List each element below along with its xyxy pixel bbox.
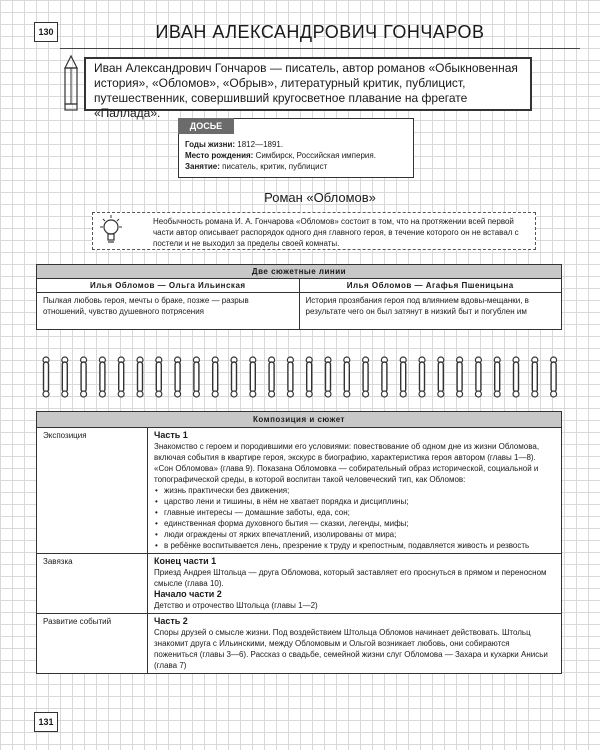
binding-ring bbox=[250, 357, 256, 397]
page-number-top: 130 bbox=[34, 22, 58, 42]
list-item: • жизнь практически без движения; bbox=[164, 485, 555, 496]
plotline-2-title: Илья Обломов — Агафья Пшеницына bbox=[299, 279, 562, 293]
row-label-development: Развитие событий bbox=[37, 614, 148, 674]
paragraph: Споры друзей о смысле жизни. Под воздействием Штольца Обломов начинает действовать. Штольц знакомит друга с Ильинскими, между Обломовым и Ольгой возникает любовь, они собираются пожениться (главы 3—6). Рассказ о свадьбе, семейной жизни слуг Обломова — Захара и кухарки Анисьи (глава 7) bbox=[154, 628, 548, 670]
composition-header: Композиция и сюжет bbox=[37, 412, 562, 428]
plotlines-header: Две сюжетные линии bbox=[37, 265, 562, 279]
binding-ring bbox=[287, 357, 293, 397]
spiral-binding bbox=[36, 354, 564, 398]
development-content bbox=[148, 614, 562, 674]
binding-ring bbox=[532, 357, 538, 397]
dossier-row: Место рождения: Симбирск, Российская империя. bbox=[185, 151, 376, 160]
binding-ring bbox=[363, 357, 369, 397]
binding-ring bbox=[81, 357, 87, 397]
plotlines-table bbox=[36, 264, 562, 330]
row-label-setup: Завязка bbox=[37, 554, 148, 614]
binding-ring bbox=[400, 357, 406, 397]
list-item: • царство лени и тишины, в нём не хватает порядка и дисциплины; bbox=[164, 496, 555, 507]
list-item: • главные интересы — домашние заботы, еда, сон; bbox=[164, 507, 555, 518]
part-heading: Часть 1 bbox=[154, 430, 188, 440]
setup-content bbox=[148, 554, 562, 614]
page-title: ИВАН АЛЕКСАНДРОВИЧ ГОНЧАРОВ bbox=[155, 22, 485, 42]
plotline-1-text: Пылкая любовь героя, мечты о браке, позже — разрыв отношений, чувство душевного потрясения bbox=[37, 293, 300, 330]
binding-ring bbox=[438, 357, 444, 397]
part-heading: Конец части 1 bbox=[154, 556, 217, 566]
binding-ring bbox=[325, 357, 331, 397]
paragraph: Приезд Андрея Штольца — друга Обломова, который заставляет его проснуться в прямом и переносном смысле (глава 10). bbox=[154, 568, 547, 588]
dossier-row: Годы жизни: 1812—1891. bbox=[185, 140, 284, 149]
plotline-1-title: Илья Обломов — Ольга Ильинская bbox=[37, 279, 300, 293]
paragraph: «Сон Обломова» (глава 9). Показана Обломовка — собирательный образ исторической, социальной и топографической среды, в которой воспитан такой человеческий тип, как Обломов: bbox=[154, 464, 539, 484]
binding-ring bbox=[513, 357, 519, 397]
binding-ring bbox=[175, 357, 181, 397]
fact-box: Необычность романа И. А. Гончарова «Обломов» состоит в том, что на протяжении всей первой части автор описывает распорядок одного дня главного героя, в течение которого он не вставал с постели и не выходил за пределы своей комнаты. bbox=[92, 212, 536, 250]
binding-ring bbox=[118, 357, 124, 397]
paragraph: Знакомство с героем и породившими его условиями: повествование об одном дне из жизни Обломова, включая события в квартире героя, экскурс в биографию, характеристика героя автором (главы 1—8). bbox=[154, 442, 540, 462]
pencil-icon bbox=[62, 54, 80, 114]
binding-ring bbox=[494, 357, 500, 397]
binding-ring bbox=[137, 357, 143, 397]
binding-ring bbox=[344, 357, 350, 397]
paragraph: Детство и отрочество Штольца (главы 1—2) bbox=[154, 601, 318, 610]
binding-ring bbox=[156, 357, 162, 397]
list-item: • люди ограждены от ярких впечатлений, изолированы от мира; bbox=[164, 529, 555, 540]
novel-title: Роман «Обломов» bbox=[264, 190, 376, 205]
binding-ring bbox=[457, 357, 463, 397]
binding-ring bbox=[475, 357, 481, 397]
exposition-list bbox=[154, 485, 555, 551]
plotline-2-text: История прозябания героя под влиянием вдовы-мещанки, в результате чего он был затянут в низкий быт и погублен им bbox=[299, 293, 562, 330]
binding-ring bbox=[551, 357, 557, 397]
exposition-content bbox=[148, 428, 562, 554]
composition-table bbox=[36, 411, 562, 674]
binding-ring bbox=[231, 357, 237, 397]
author-intro: Иван Александрович Гончаров — писатель, автор романов «Обыкновенная история», «Обломов», «Обрыв», литературный критик, публицист, путешественник, совершивший кругосветное плавание на фрегате «Паллада». bbox=[84, 57, 532, 111]
list-item: • единственная форма духовного бытия — сказки, легенды, мифы; bbox=[164, 518, 555, 529]
binding-ring bbox=[269, 357, 275, 397]
dossier-label: ДОСЬЕ bbox=[178, 118, 234, 134]
row-label-exposition: Экспозиция bbox=[37, 428, 148, 554]
part-heading: Начало части 2 bbox=[154, 589, 222, 599]
binding-ring bbox=[43, 357, 49, 397]
page-number-bottom: 131 bbox=[34, 712, 58, 732]
binding-ring bbox=[212, 357, 218, 397]
lightbulb-icon bbox=[98, 214, 124, 248]
binding-ring bbox=[419, 357, 425, 397]
binding-ring bbox=[62, 357, 68, 397]
binding-ring bbox=[99, 357, 105, 397]
dossier-row: Занятие: писатель, критик, публицист bbox=[185, 162, 328, 171]
binding-ring bbox=[306, 357, 312, 397]
list-item: • в ребёнке воспитывается лень, презрение к труду и крепостным, подавляется живость и резвость bbox=[164, 540, 555, 551]
binding-ring bbox=[381, 357, 387, 397]
part-heading: Часть 2 bbox=[154, 616, 188, 626]
title-underline bbox=[60, 48, 580, 49]
binding-ring bbox=[193, 357, 199, 397]
